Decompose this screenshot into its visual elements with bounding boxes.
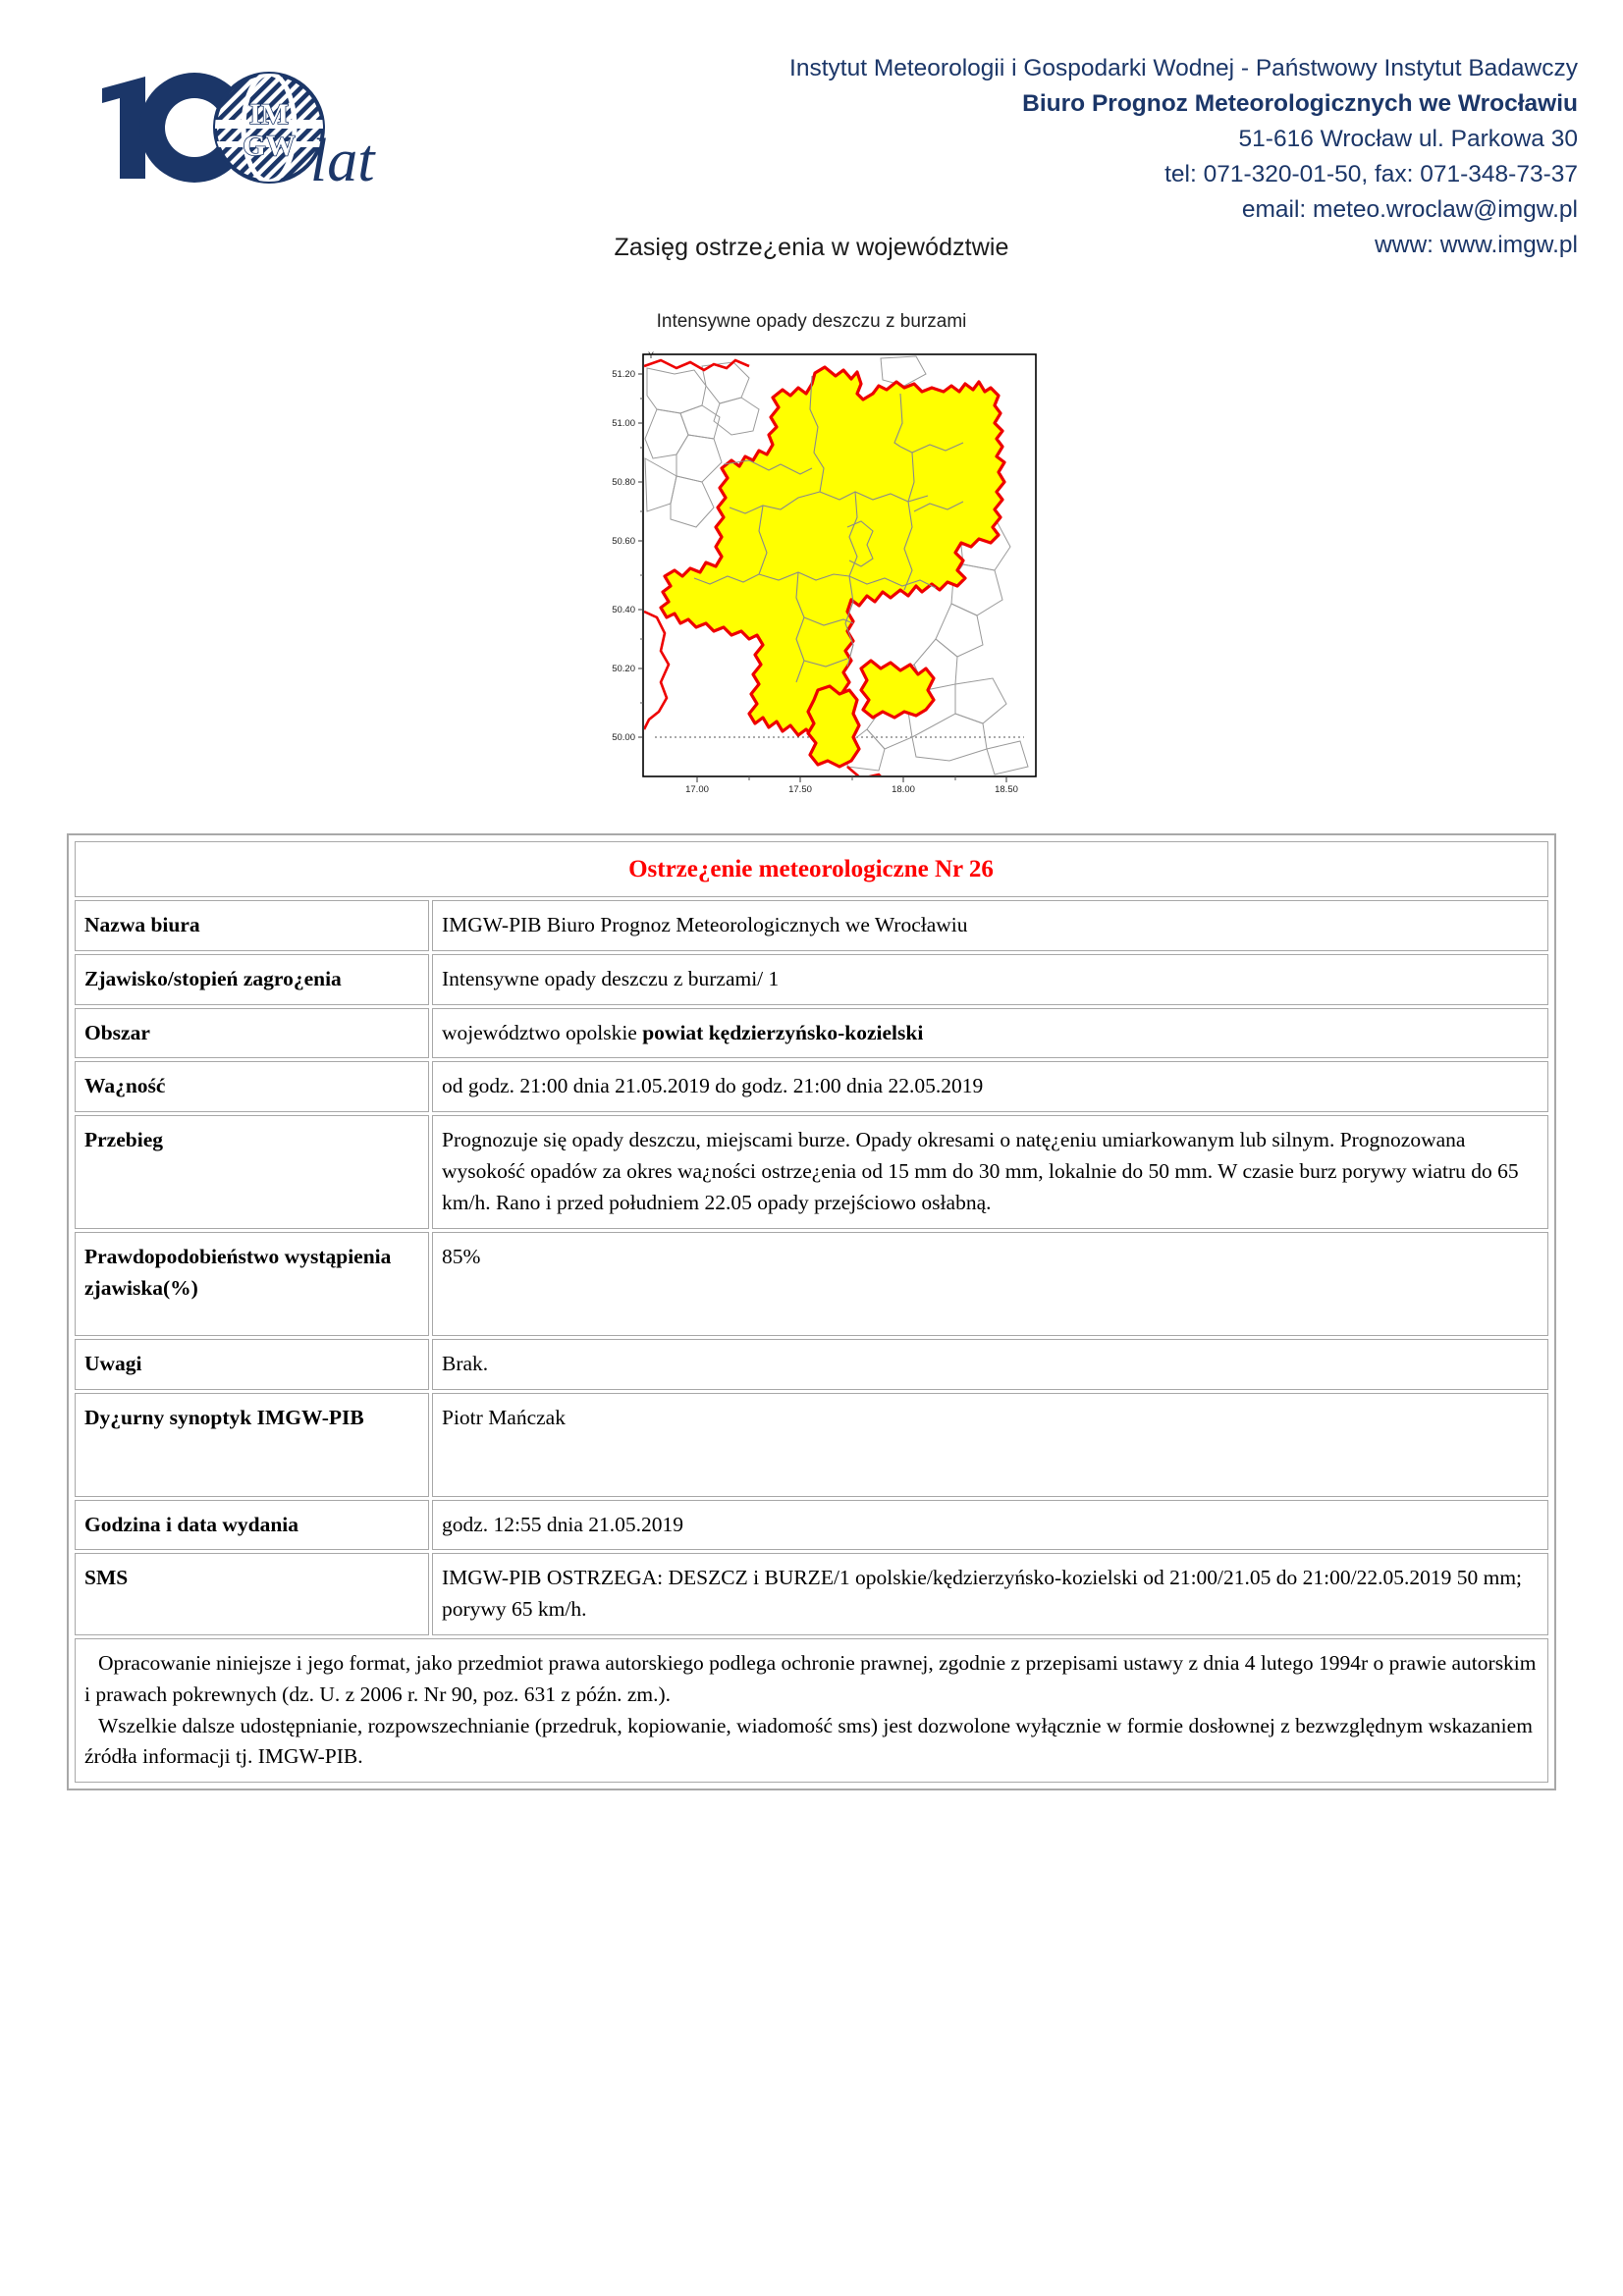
svg-text:lat: lat [310, 128, 375, 194]
warning-area-south-lobe-east [861, 661, 934, 718]
svg-text:51.20: 51.20 [611, 369, 635, 380]
value-obszar-region: województwo opolskie [442, 1020, 643, 1044]
value-sms: IMGW-PIB OSTRZEGA: DESZCZ i BURZE/1 opolskie/kędzierzyńsko-kozielski od 21:00/21.05 do 21:00/22.05.2019 50 mm; porywy 65 km/h. [432, 1553, 1548, 1635]
website-line: www: www.imgw.pl [1375, 232, 1578, 258]
svg-text:50.60: 50.60 [611, 536, 635, 547]
label-przebieg: Przebieg [75, 1115, 429, 1228]
label-waznosc: Wa¿ność [75, 1061, 429, 1112]
value-obszar [432, 1008, 1548, 1059]
value-nazwa-biura: IMGW-PIB Biuro Prognoz Meteorologicznych we Wrocławiu [432, 900, 1548, 951]
office-name-line: Biuro Prognoz Meteorologicznych we Wrocławiu [1022, 90, 1578, 117]
table-row [75, 900, 1548, 951]
table-row [75, 1393, 1548, 1497]
label-sms: SMS [75, 1553, 429, 1635]
imgw-logo [77, 51, 489, 201]
svg-text:GW: GW [243, 130, 296, 162]
svg-text:18.50: 18.50 [994, 784, 1018, 795]
table-row-title [75, 841, 1548, 897]
map-title: Zasięg ostrze¿enia w województwie [614, 234, 1009, 261]
meteorological-warning-table [72, 838, 1551, 1786]
warning-table-wrapper [67, 833, 1556, 1790]
svg-text:IM: IM [249, 98, 289, 131]
label-godzina-wydania: Godzina i data wydania [75, 1500, 429, 1551]
svg-text:50.20: 50.20 [611, 664, 635, 674]
institute-name-line: Instytut Meteorologii i Gospodarki Wodnej - Państwowy Instytut Badawczy [789, 55, 1578, 81]
value-obszar-county: powiat kędzierzyńsko-kozielski [642, 1020, 924, 1044]
map-subtitle: Intensywne opady deszczu z burzami [656, 311, 967, 332]
svg-text:18.00: 18.00 [891, 784, 915, 795]
svg-text:17.50: 17.50 [787, 784, 812, 795]
label-uwagi: Uwagi [75, 1339, 429, 1390]
table-row-footer [75, 1638, 1548, 1783]
warning-extent-map-block [0, 234, 1623, 816]
value-waznosc: od godz. 21:00 dnia 21.05.2019 do godz. 21:00 dnia 22.05.2019 [432, 1061, 1548, 1112]
svg-text:50.40: 50.40 [611, 605, 635, 615]
table-row [75, 1500, 1548, 1551]
copyright-paragraph-1: Opracowanie niniejsze i jego format, jako przedmiot prawa autorskiego podlega ochronie prawnej, zgodnie z przepisami ustawy z dnia 4 lutego 1994r o prawie autorskim i prawach pokrewnych (dz. U. z 2006 r. Nr 90, poz. 631 z późn. zm.). [84, 1650, 1537, 1706]
label-dyzurny-synoptyk: Dy¿urny synoptyk IMGW-PIB [75, 1393, 429, 1497]
label-obszar: Obszar [75, 1008, 429, 1059]
value-dyzurny-synoptyk: Piotr Mańczak [432, 1393, 1548, 1497]
table-row [75, 1115, 1548, 1228]
copyright-notice [75, 1638, 1548, 1783]
svg-text:50.80: 50.80 [611, 477, 635, 488]
table-row [75, 1232, 1548, 1336]
table-row [75, 954, 1548, 1005]
label-nazwa-biura: Nazwa biura [75, 900, 429, 951]
address-line: 51-616 Wrocław ul. Parkowa 30 [1238, 126, 1578, 152]
warning-title: Ostrze¿enie meteorologiczne Nr 26 [75, 841, 1548, 897]
svg-text:51.00: 51.00 [611, 418, 635, 429]
opole-voivodeship-map [567, 345, 1057, 816]
svg-text:17.00: 17.00 [684, 784, 709, 795]
svg-text:50.00: 50.00 [611, 732, 635, 743]
table-row [75, 1339, 1548, 1390]
value-przebieg: Prognozuje się opady deszczu, miejscami burze. Opady okresami o natę¿eniu umiarkowanym lub silnym. Prognozowana wysokość opadów za okres wa¿ności ostrze¿enia od 15 mm do 30 mm, lokalnie do 50 mm. W czasie burz porywy wiatru do 65 km/h. Rano i przed południem 22.05 opady przejściowo osłabną. [432, 1115, 1548, 1228]
copyright-paragraph-2: Wszelkie dalsze udostępnianie, rozpowszechnianie (przedruk, kopiowanie, wiadomość sms) jest dozwolone wyłącznie w formie dosłownej z bezwzględnym wskazaniem źródła informacji tj. IMGW-PIB. [84, 1713, 1533, 1769]
warning-area-south-lobe-west [808, 686, 859, 767]
value-godzina-wydania: godz. 12:55 dnia 21.05.2019 [432, 1500, 1548, 1551]
email-line: email: meteo.wroclaw@imgw.pl [1241, 196, 1578, 223]
label-zjawisko: Zjawisko/stopień zagro¿enia [75, 954, 429, 1005]
value-zjawisko: Intensywne opady deszczu z burzami/ 1 [432, 954, 1548, 1005]
phone-fax-line: tel: 071-320-01-50, fax: 071-348-73-37 [1164, 161, 1578, 187]
map-figure [567, 345, 1057, 816]
map-x-axis [685, 776, 1018, 795]
imgw-100-lat-logo-svg [77, 59, 401, 196]
label-prawdopodobienstwo: Prawdopodobieństwo wystąpienia zjawiska(%) [75, 1232, 429, 1336]
table-row [75, 1061, 1548, 1112]
svg-text:Y: Y [647, 350, 654, 360]
header-contact-block [489, 51, 1586, 263]
value-uwagi: Brak. [432, 1339, 1548, 1390]
table-row [75, 1553, 1548, 1635]
table-row [75, 1008, 1548, 1059]
value-prawdopodobienstwo: 85% [432, 1232, 1548, 1336]
